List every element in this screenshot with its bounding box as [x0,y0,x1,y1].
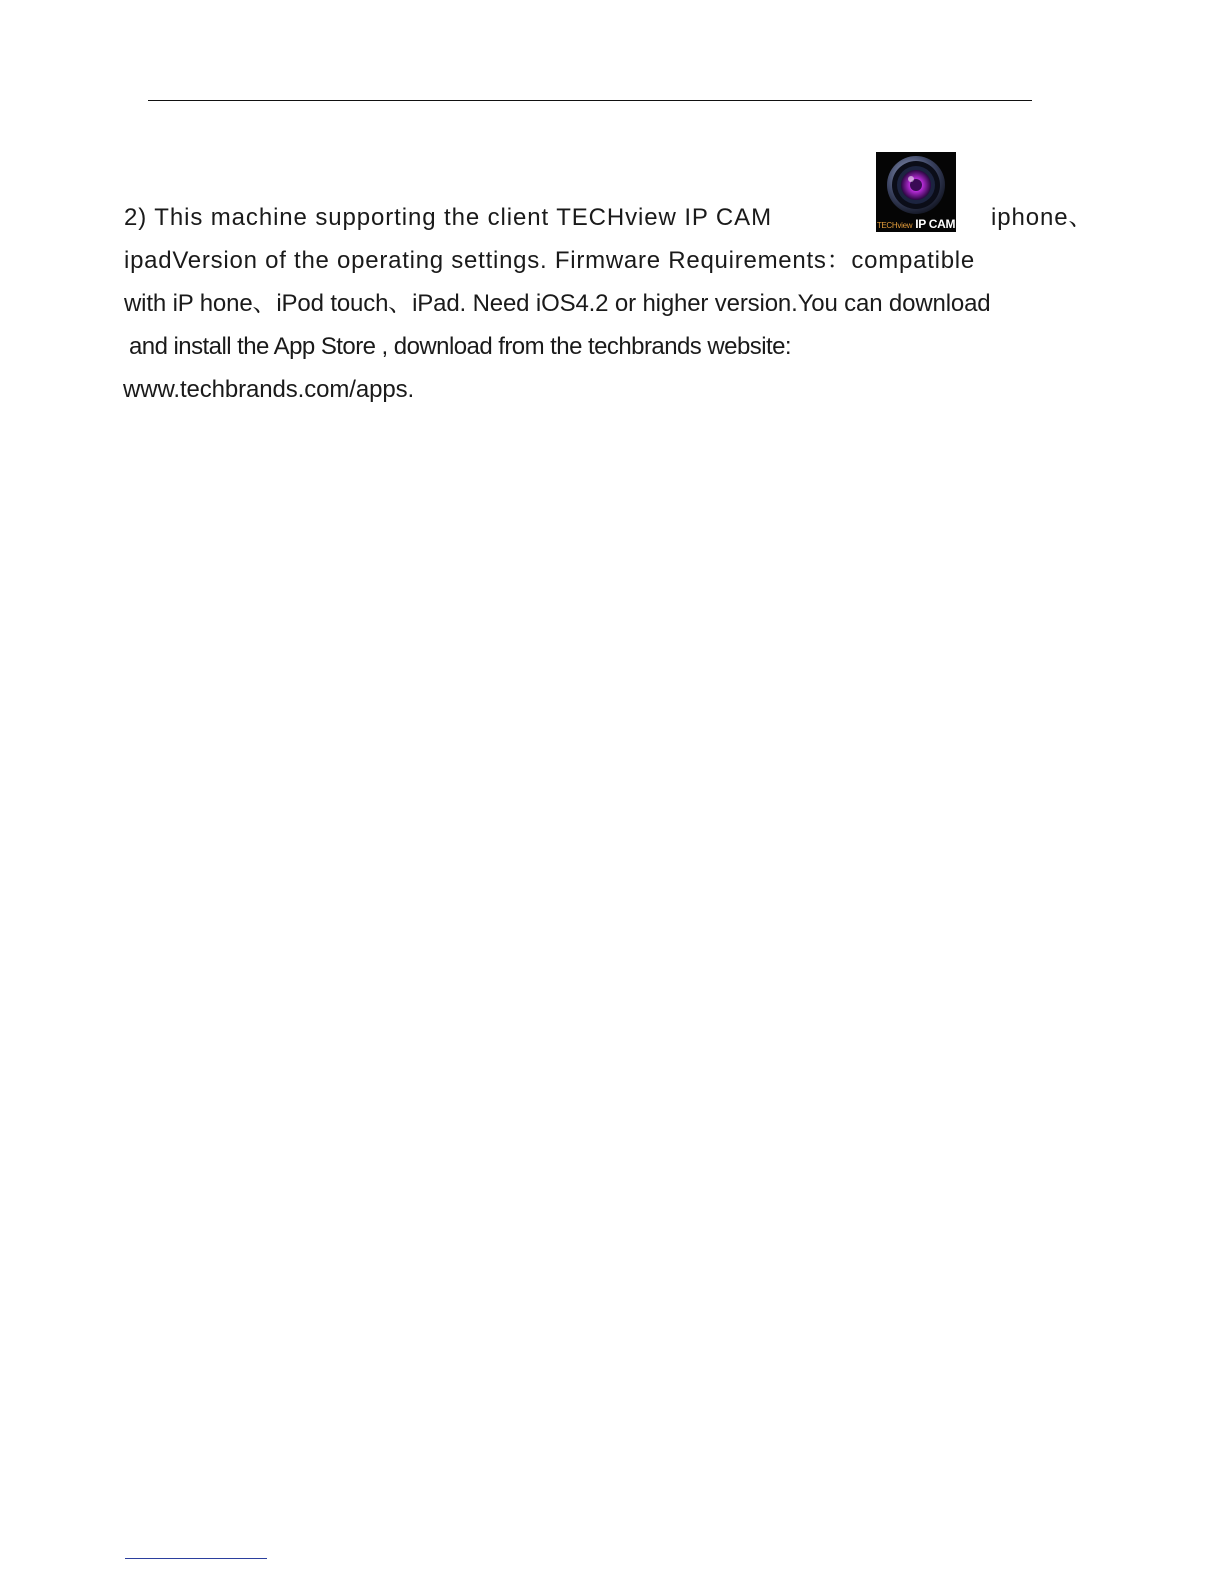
icon-caption [876,217,956,231]
paragraph-line-3: with iP hone、iPod touch、iPad. Need iOS4.2 or higher version.You can download [124,290,991,317]
footnote-rule [125,1558,267,1559]
header-rule [148,100,1032,101]
paragraph-line-1: 2) This machine supporting the client TECHview IP CAM [124,204,772,231]
icon-brand-text: TECHview [876,221,913,230]
paragraph-line-1-end: iphone、 [991,204,1094,231]
paragraph-line-4: and install the App Store , download from the techbrands website: [129,333,792,360]
techview-ip-cam-app-icon [876,152,956,232]
icon-label-text: IP CAM [915,217,956,231]
paragraph-line-2: ipadVersion of the operating settings. Firmware Requirements：compatible [124,247,975,274]
website-url: www.techbrands.com/apps. [123,376,415,403]
